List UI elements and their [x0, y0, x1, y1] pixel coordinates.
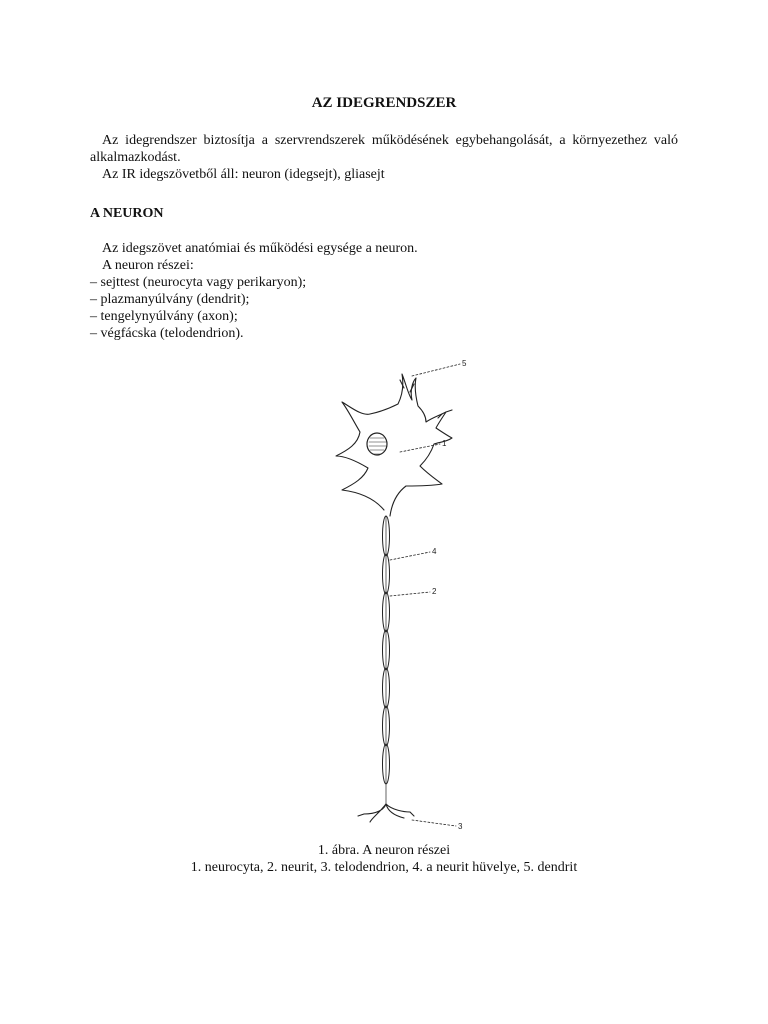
section-sentence: Az idegszövet anatómiai és működési egysége a neuron.: [102, 241, 418, 256]
caption-legend: 1. neurocyta, 2. neurit, 3. telodendrion, 4. a neurit hüvelye, 5. dendrit: [190, 860, 578, 875]
neurit: [383, 516, 390, 804]
leader-line-4: [390, 552, 430, 560]
figure-caption: [0, 842, 768, 876]
neuron-diagram: [300, 352, 480, 836]
nucleus: [367, 433, 387, 455]
figure-label-2: 2: [432, 587, 437, 596]
list-item: – tengelynyúlvány (axon);: [90, 309, 238, 324]
intro-paragraph-2: Az IR idegszövetből áll: neuron (idegsejt), gliasejt: [102, 167, 385, 182]
section-body: [90, 240, 680, 342]
intro-paragraph-1: Az idegrendszer biztosítja a szervrendszerek működésének egybehangolását, a környezethez való alkalmazkodást.: [90, 133, 678, 165]
figure-label-3: 3: [458, 822, 463, 831]
leader-lines: [390, 364, 460, 826]
list-item: – plazmanyúlvány (dendrit);: [90, 292, 250, 307]
parts-list-intro: A neuron részei:: [102, 258, 194, 273]
page-title: AZ IDEGRENDSZER: [311, 95, 457, 111]
neuron-figure: [300, 352, 480, 836]
figure-label-5: 5: [462, 359, 467, 368]
figure-label-1: 1: [442, 439, 447, 448]
list-item: – végfácska (telodendrion).: [90, 326, 244, 341]
leader-line-2: [390, 592, 430, 596]
neurocyta-outline: [336, 374, 452, 516]
leader-line-3: [412, 820, 456, 826]
telodendrion: [358, 804, 414, 822]
section-heading: A NEURON: [90, 206, 164, 221]
parts-list: [90, 274, 680, 342]
leader-line-5: [412, 364, 460, 376]
caption-title: 1. ábra. A neuron részei: [317, 843, 451, 858]
figure-label-4: 4: [432, 547, 437, 556]
list-item: – sejttest (neurocyta vagy perikaryon);: [90, 275, 307, 290]
intro-text: [90, 132, 678, 183]
